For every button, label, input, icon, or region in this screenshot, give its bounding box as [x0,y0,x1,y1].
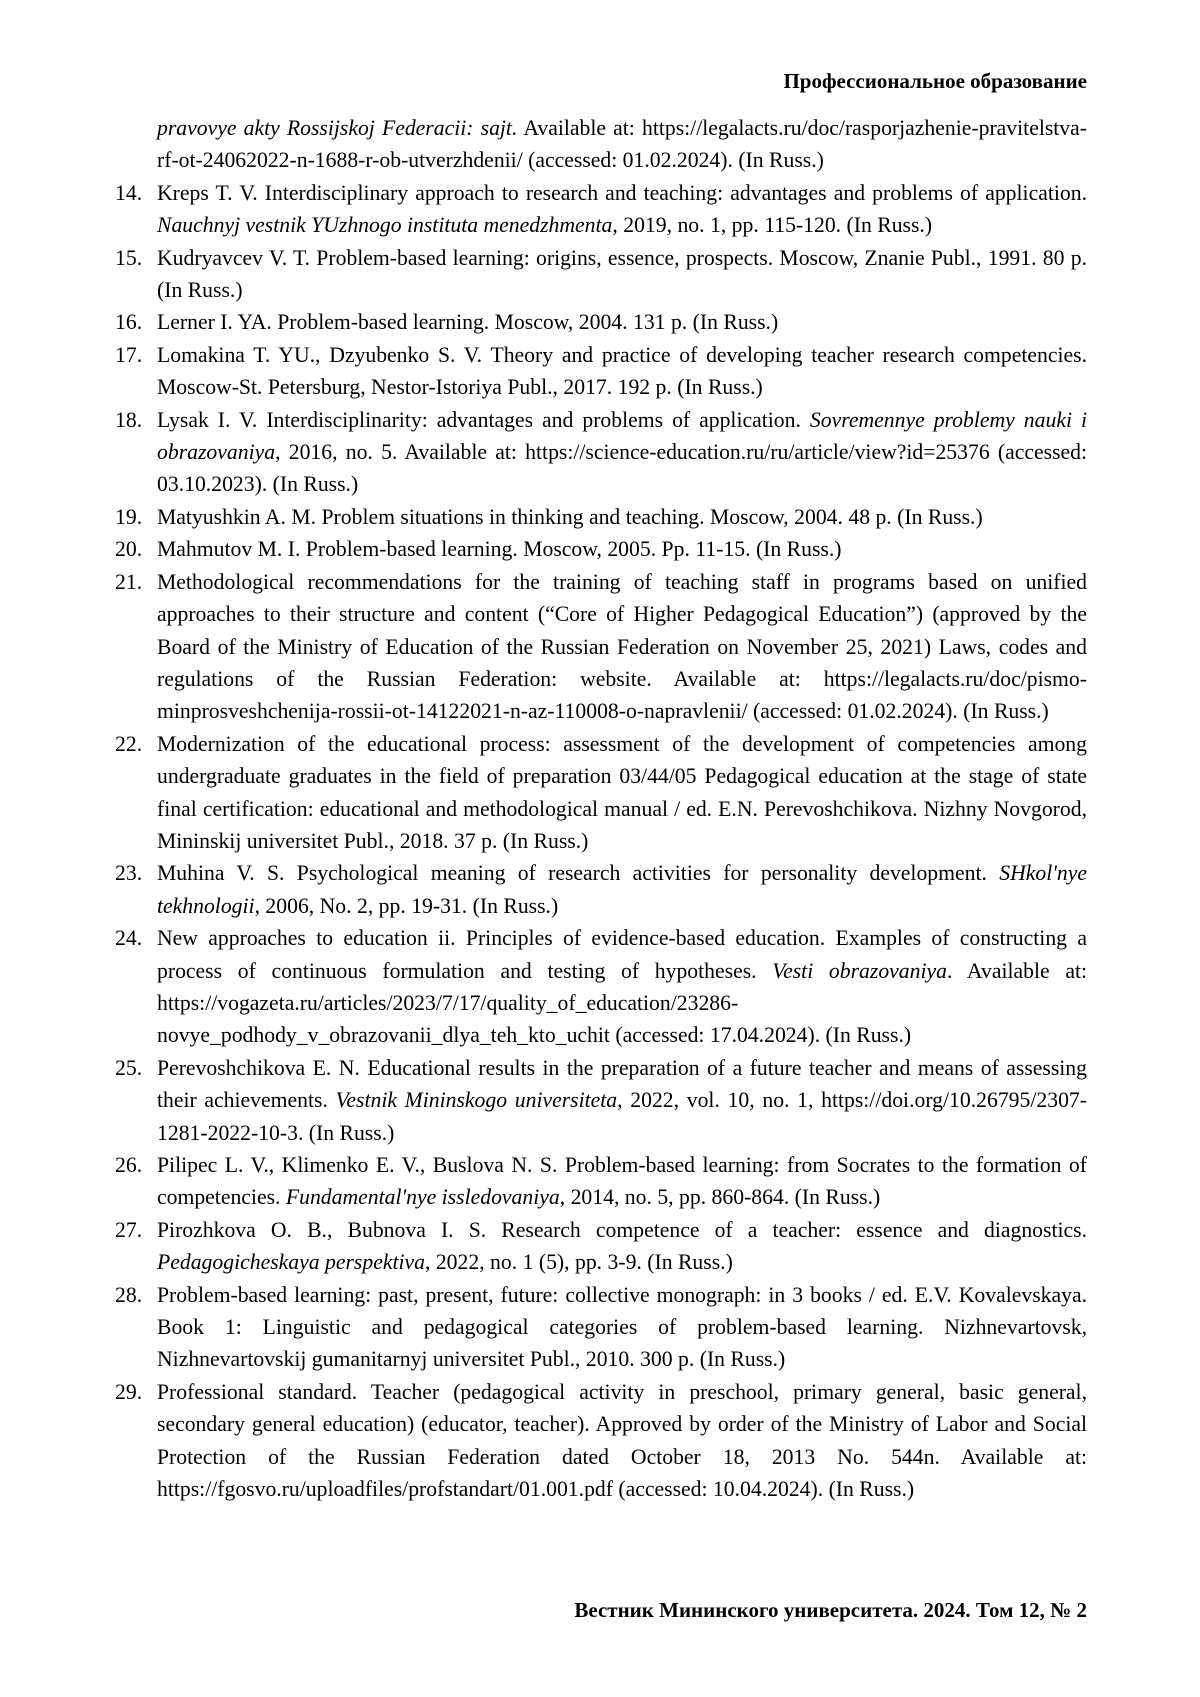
reference-number: 19. [115,504,143,529]
reference-item [115,566,1087,728]
reference-text: Kreps T. V. Interdisciplinary approach to research and teaching: advantages and problems of application. [157,180,1087,205]
reference-source-title: Vestnik Mininskogo universiteta [335,1088,618,1113]
reference-text: Lysak I. V. Interdisciplinarity: advantages and problems of application. [157,407,810,432]
reference-number: 21. [115,569,143,594]
reference-item [115,501,1087,533]
reference-text: Kudryavcev V. T. Problem-based learning: origins, essence, prospects. Moscow, Znanie Publ., 1991. 80 p. (In Russ.) [157,245,1087,303]
reference-text: , 2019, no. 1, pp. 115-120. (In Russ.) [612,213,933,238]
reference-number: 14. [115,180,143,205]
reference-text: , 2022, vol. 10, no. 1, https://doi.org/10.26795/2307-1281-2022-10-3. (In Russ.) [157,1088,1087,1145]
reference-item [115,306,1087,338]
reference-source-title: Vesti obrazovaniya [772,958,947,983]
reference-number: 15. [115,245,143,270]
reference-text: Professional standard. Teacher (pedagogical activity in preschool, primary general, basic general, secondary general education) (educator, teacher). Approved by order of the Ministry of Labor and Social Protection of the Russian Federation dated October 18, 2013 No. 544n. Available at: https://fgosvo.ru/uploadfiles/profstandart/01.001.pdf (accessed: 10.04.2024). (In Russ.) [157,1379,1087,1502]
reference-item [115,857,1087,922]
journal-volume-info: Вестник Мининского университета. 2024. Том 12, № 2 [574,1598,1087,1622]
reference-item [115,728,1087,858]
reference-continuation [115,112,1087,177]
reference-number: 26. [115,1153,143,1177]
reference-text: Lerner I. YA. Problem-based learning. Moscow, 2004. 131 p. (In Russ.) [157,310,779,335]
reference-number: 22. [115,731,143,756]
reference-item [115,1214,1087,1279]
reference-text: New approaches to education ii. Principles of evidence-based education. Examples of constructing a process of continuous formulation and testing of hypotheses. [157,926,1087,983]
references-list [115,112,1087,1505]
reference-text: , 2006, No. 2, pp. 19-31. (In Russ.) [254,893,559,918]
reference-item [115,533,1087,565]
section-title: Профессиональное образование [783,69,1087,93]
reference-text: Matyushkin A. M. Problem situations in thinking and teaching. Moscow, 2004. 48 p. (In Russ.) [157,504,983,529]
reference-text: Problem-based learning: past, present, future: collective monograph: in 3 books / ed. E.V. Kovalevskaya. Book 1: Linguistic and pedagogical categories of problem-based learning. Nizhnevartovsk, Nizhnevartovskij gumanitarnyj universitet Publ., 2010. 300 p. (In Russ.) [157,1282,1087,1372]
reference-source-title: Sovremennye problemy nauki i obrazovaniya [157,407,1087,465]
reference-item [115,1149,1087,1214]
reference-item [115,404,1087,501]
reference-number: 18. [115,407,143,432]
reference-text: , 2022, no. 1 (5), pp. 3-9. (In Russ.) [424,1250,733,1275]
reference-number: 24. [115,926,143,951]
reference-item [115,922,1087,1052]
reference-text: . Available at: https://vogazeta.ru/articles/2023/7/17/quality_of_education/23286-novye_podhody_v_obrazovanii_dlya_teh_kto_uchit (accessed: 17.04.2024). (In Russ.) [157,958,1087,1048]
reference-number: 27. [115,1217,143,1242]
page-footer [115,1597,1087,1623]
reference-text: Pirozhkova O. B., Bubnova I. S. Research competence of a teacher: essence and diagnostics. [157,1217,1087,1242]
reference-source-title: Nauchnyj vestnik YUzhnogo instituta menedzhmenta [157,213,613,238]
reference-number: 28. [115,1282,143,1307]
reference-number: 20. [115,537,143,562]
reference-text: , 2016, no. 5. Available at: https://science-education.ru/ru/article/view?id=25376 (accessed: 03.10.2023). (In Russ.) [157,440,1087,497]
reference-text: Perevoshchikova E. N. Educational results in the preparation of a future teacher and means of assessing their achievements. [157,1055,1087,1113]
reference-text: Muhina V. S. Psychological meaning of research activities for personality development. [157,861,1000,886]
reference-number: 17. [115,342,143,367]
reference-text: , 2014, no. 5, pp. 860-864. (In Russ.) [559,1185,881,1210]
reference-source-title: SHkol'nye tekhnologii [157,861,1087,918]
reference-text: Available at: https://legalacts.ru/doc/rasporjazhenie-pravitelstva-rf-ot-24062022-n-1688-r-ob-utverzhdenii/ (accessed: 01.02.2024). (In Russ.) [157,116,1087,173]
reference-number: 25. [115,1055,143,1080]
reference-number: 16. [115,310,143,335]
reference-text: Modernization of the educational process: assessment of the development of competencies among undergraduate graduates in the field of preparation 03/44/05 Pedagogical education at the stage of state final certification: educational and methodological manual / ed. E.N. Perevoshchikova. Nizhny Novgorod, Mininskij universitet Publ., 2018. 37 p. (In Russ.) [157,731,1087,853]
reference-source-title: Pedagogicheskaya perspektiva [157,1250,425,1275]
reference-source-title: pravovye akty Rossijskoj Federacii: sajt. [157,116,518,140]
reference-text: Pilipec L. V., Klimenko E. V., Buslova N. S. Problem-based learning: from Socrates to the formation of competencies. [157,1153,1087,1210]
reference-text: Lomakina T. YU., Dzyubenko S. V. Theory and practice of developing teacher research competencies. Moscow-St. Petersburg, Nestor-Istoriya Publ., 2017. 192 p. (In Russ.) [157,342,1087,400]
reference-item [115,1052,1087,1149]
reference-source-title: Fundamental'nye issledovaniya [285,1185,560,1210]
reference-number: 23. [115,861,143,886]
reference-number: 29. [115,1379,143,1404]
reference-text: Methodological recommendations for the training of teaching staff in programs based on unified approaches to their structure and content (“Core of Higher Pedagogical Education”) (approved by the Board of the Ministry of Education of the Russian Federation on November 25, 2021) Laws, codes and regulations of the Russian Federation: website. Available at: https://legalacts.ru/doc/pismo-minprosveshchenija-rossii-ot-14122021-n-az-110008-o-napravlenii/ (accessed: 01.02.2024). (In Russ.) [157,569,1087,724]
reference-item [115,242,1087,307]
reference-item [115,177,1087,242]
reference-text: Mahmutov M. I. Problem-based learning. Moscow, 2005. Pp. 11-15. (In Russ.) [157,537,842,562]
reference-item [115,339,1087,404]
reference-item [115,1279,1087,1376]
page-header [115,68,1087,94]
reference-item [115,1376,1087,1506]
